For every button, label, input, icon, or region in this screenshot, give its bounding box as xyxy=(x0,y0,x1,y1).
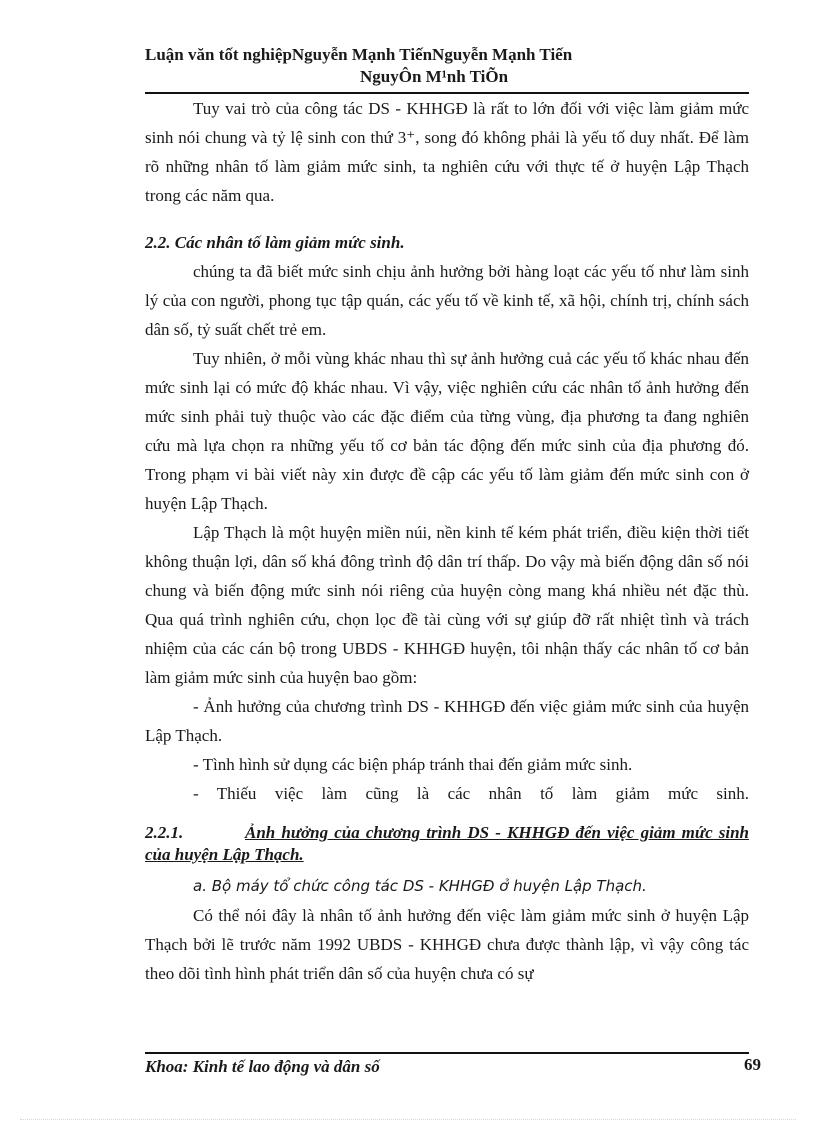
footer-divider xyxy=(145,1052,749,1054)
bullet-contraception: - Tình hình sử dụng các biện pháp tránh thai đến giảm mức sinh. xyxy=(193,755,633,774)
page-header xyxy=(145,44,749,88)
heading-number: 2.2.1. xyxy=(145,823,184,842)
section-heading-2-2: 2.2. Các nhân tố làm giảm mức sinh. xyxy=(145,233,405,252)
heading-text: Ảnh hưởng của chương trình DS - KHHGĐ đến việc giảm mức sinh của huyện Lập Thạch. xyxy=(145,823,749,864)
paragraph-factors: chúng ta đã biết mức sinh chịu ảnh hưởng bởi hàng loạt các yếu tố như làm sinh lý của con người, phong tục tập quán, các yếu tố về kinh tế, xã hội, chính trị, chính sách dân số, tỷ suất chết trẻ em. xyxy=(145,262,749,339)
header-title-line2: NguyÔn M¹nh TiÕn xyxy=(360,67,509,86)
page-bottom-dotted-border xyxy=(20,1119,796,1120)
page-number: 69 xyxy=(744,1055,761,1074)
paragraph-lap-thach: Lập Thạch là một huyện miền núi, nền kinh tế kém phát triển, điều kiện thời tiết không thuận lợi, dân số khá đông trình độ dân trí thấp. Do vậy mà biến động dân số nói chung và biến động mức sinh nói riêng của huyện còng mang khá nhiều nét đặc thù. Qua quá trình nghiên cứu, chọn lọc đề tài cùng với sự giúp đỡ rất nhiệt tình và trách nhiệm của các cán bộ trong UBDS - KHHGĐ huyện, tôi nhận thấy các nhân tố cơ bản làm giảm mức sinh của huyện bao gồm: xyxy=(145,523,749,687)
document-body xyxy=(145,94,749,988)
bullet-unemployment: - Thiếu việc làm cũng là các nhân tố làm giảm mức sinh. xyxy=(193,784,749,803)
section-heading-2-2-1 xyxy=(145,822,749,866)
bullet-program-influence: - Ảnh hưởng của chương trình DS - KHHGĐ đến việc giảm mức sinh của huyện Lập Thạch. xyxy=(145,697,749,745)
paragraph-intro: Tuy vai trò của công tác DS - KHHGĐ là rất to lớn đối với việc làm giảm mức sinh nói chung và tỷ lệ sinh con thứ 3⁺, song đó không phải là yếu tố duy nhất. Để làm rõ những nhân tố làm giảm mức sinh, ta nghiên cứu với thực tế ở huyện Lập Thạch trong các năm qua. xyxy=(145,99,749,205)
paragraph-organization: Có thể nói đây là nhân tố ảnh hưởng đến việc làm giảm mức sinh ở huyện Lập Thạch bởi lẽ trước năm 1992 UBDS - KHHGĐ chưa được thành lập, vì vậy công tác theo dõi tình hình phát triển dân số của huyện chưa có sự xyxy=(145,906,749,983)
header-title-line1: Luận văn tốt nghiệpNguyễn Mạnh TiếnNguyễn Mạnh Tiến xyxy=(145,45,573,64)
subheading-a: a. Bộ máy tổ chức công tác DS - KHHGĐ ở huyện Lập Thạch. xyxy=(193,877,647,895)
footer-faculty: Khoa: Kinh tế lao động và dân số xyxy=(145,1057,380,1076)
paragraph-regional: Tuy nhiên, ở mỗi vùng khác nhau thì sự ảnh hưởng cuả các yếu tố khác nhau đến mức sinh lại có mức độ khác nhau. Vì vậy, việc nghiên cứu các nhân tố ảnh hưởng đến mức sinh phải tuỳ thuộc vào các đặc điểm của từng vùng, địa phương ta đang nghiên cứu mà lựa chọn ra những yếu tố cơ bản tác động đến mức sinh của địa phương đó. Trong phạm vi bài viết này xin được đề cập các yếu tố làm giảm đến mức sinh con ở huyện Lập Thạch. xyxy=(145,349,749,513)
